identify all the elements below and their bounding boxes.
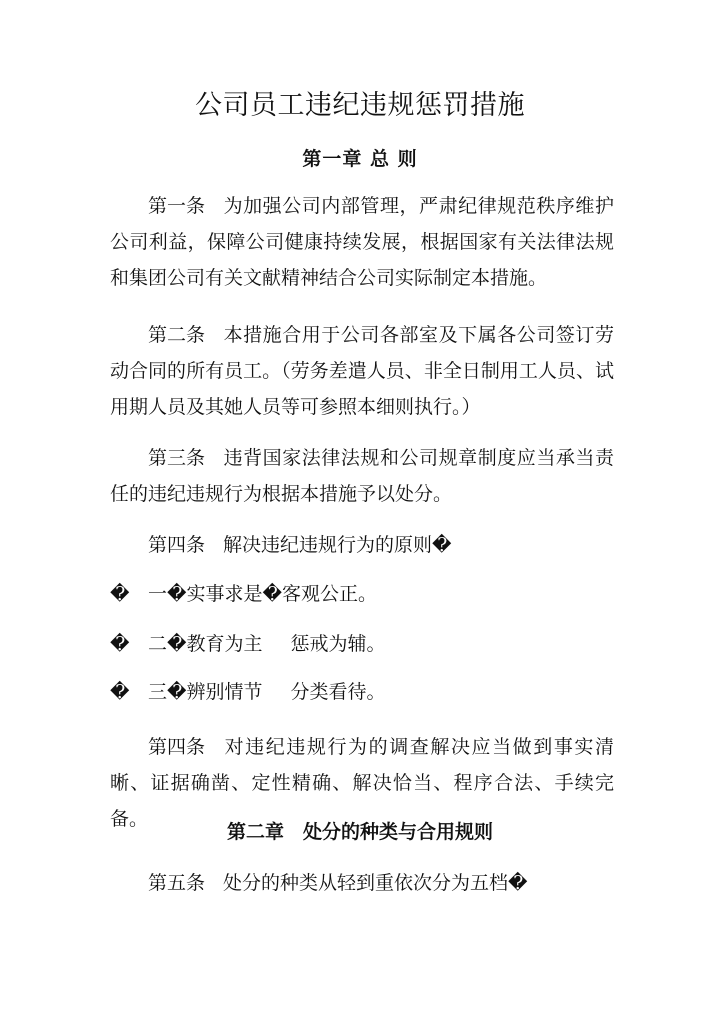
article-four-label: 第四条 xyxy=(148,534,206,556)
article-five-label: 第五条 xyxy=(148,872,206,894)
principle-item-three xyxy=(110,677,614,707)
principle-bullet: � xyxy=(110,681,130,703)
chapter-one-heading: 第一章 总 则 xyxy=(302,148,418,170)
principle-text: 二�教育为主 xyxy=(148,633,263,655)
chapter-two-heading: 第二章 处分的种类与合用规则 xyxy=(226,821,493,843)
article-five xyxy=(110,865,614,901)
article-one xyxy=(110,188,614,296)
principle-bullet: � xyxy=(110,633,130,655)
article-one-label: 第一条 xyxy=(148,195,206,217)
article-one-text: 为加强公司内部管理，严肃纪律规范秩序维护公司利益，保障公司健康持续发展，根据国家有关法律法规和集团公司有关文献精神结合公司实际制定本措施。 xyxy=(110,195,614,289)
article-four-investigation-text: 对违纪违规行为的调查解决应当做到事实清晰、证据确凿、定性精确、解决恰当、程序合法、手续完备。 xyxy=(110,736,614,830)
article-four-principles xyxy=(110,527,614,563)
article-three xyxy=(110,440,614,512)
article-two-text: 本措施合用于公司各部室及下属各公司签订劳动合同的所有员工。（劳务差遣人员、非全日制用工人员、试用期人员及其她人员等可参照本细则执行。） xyxy=(110,324,614,418)
principle-text: 三�辨别情节 xyxy=(148,681,263,703)
principle-bullet: � xyxy=(110,583,130,605)
article-five-text: 处分的种类从轻到重依次分为五档� xyxy=(223,872,528,894)
article-two xyxy=(110,317,614,425)
article-four-label: 第四条 xyxy=(148,736,206,758)
principle-item-one xyxy=(110,579,614,609)
article-four-text: 解决违纪违规行为的原则� xyxy=(223,534,452,556)
article-two-label: 第二条 xyxy=(148,324,206,346)
principle-text-continued: 惩戒为辅。 xyxy=(290,633,386,655)
principle-item-two xyxy=(110,629,614,659)
article-three-label: 第三条 xyxy=(148,447,206,469)
principle-text-continued: 分类看待。 xyxy=(290,681,386,703)
document-title: 公司员工违纪违规惩罚措施 xyxy=(195,90,525,121)
principle-text: 一�实事求是�客观公正。 xyxy=(148,583,377,605)
article-three-text: 违背国家法律法规和公司规章制度应当承当责任的违纪违规行为根据本措施予以处分。 xyxy=(110,447,614,505)
